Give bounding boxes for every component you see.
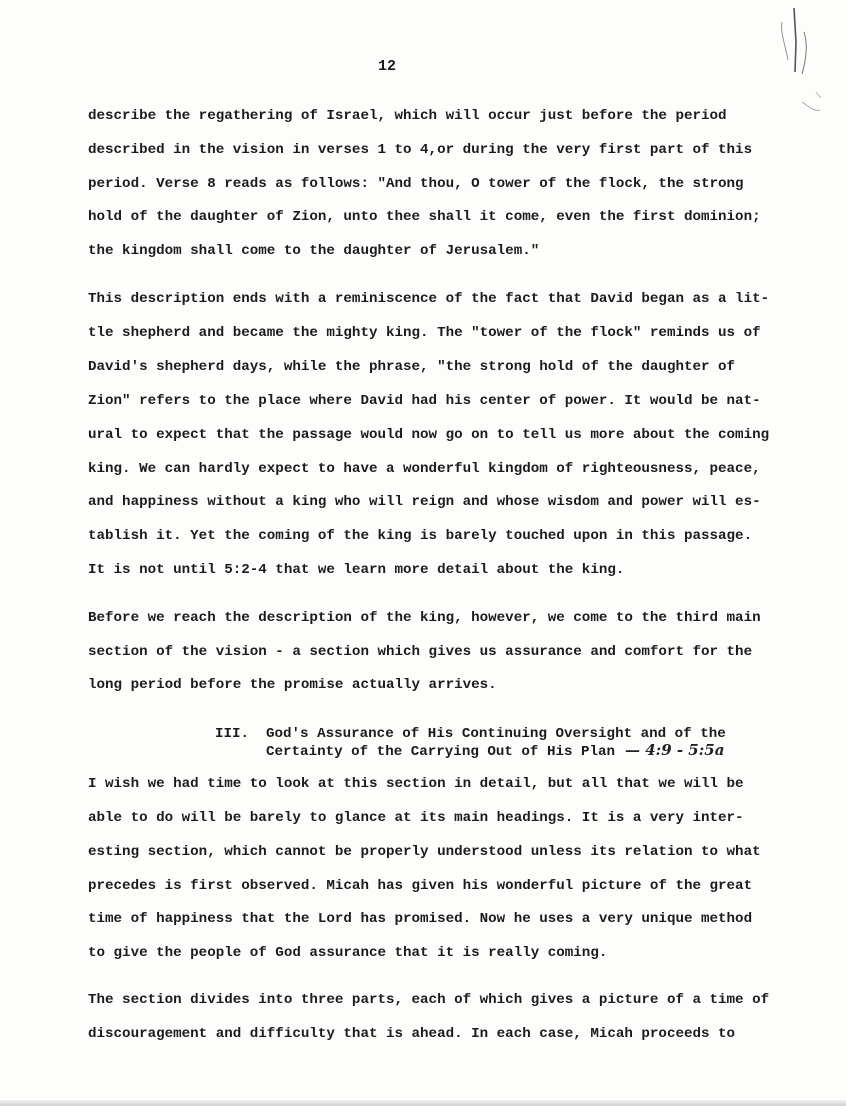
handwritten-verse-reference: — 4:9 - 5:5a bbox=[625, 741, 725, 759]
paragraph-4-line-6: to give the people of God assurance that it is really coming. bbox=[88, 945, 608, 961]
paragraph-3-line-1: Before we reach the description of the king, however, we come to the third main bbox=[88, 610, 761, 626]
paragraph-1-line-2: described in the vision in verses 1 to 4,or during the very first part of this bbox=[88, 142, 753, 158]
paragraph-3-line-2: section of the vision - a section which gives us assurance and comfort for the bbox=[88, 644, 753, 660]
paragraph-4-line-2: able to do will be barely to glance at its main headings. It is a very inter- bbox=[88, 810, 744, 826]
paragraph-4-line-4: precedes is first observed. Micah has given his wonderful picture of the great bbox=[88, 878, 753, 894]
paragraph-1-line-4: hold of the daughter of Zion, unto thee shall it come, even the first dominion; bbox=[88, 209, 761, 225]
margin-pencil-marks bbox=[742, 2, 832, 122]
page-number: 12 bbox=[378, 58, 397, 75]
paragraph-2-line-1: This description ends with a reminiscence of the fact that David began as a lit- bbox=[88, 291, 770, 307]
paragraph-5-line-2: discouragement and difficulty that is ahead. In each case, Micah proceeds to bbox=[88, 1026, 736, 1042]
section-heading-line-2: Certainty of the Carrying Out of His Plan bbox=[266, 744, 616, 760]
paragraph-1-line-5: the kingdom shall come to the daughter of Jerusalem." bbox=[88, 243, 540, 259]
paragraph-2-line-2: tle shepherd and became the mighty king. The "tower of the flock" reminds us of bbox=[88, 325, 761, 341]
paragraph-2-line-6: king. We can hardly expect to have a wonderful kingdom of righteousness, peace, bbox=[88, 461, 761, 477]
paragraph-4-line-1: I wish we had time to look at this section in detail, but all that we will be bbox=[88, 776, 744, 792]
scan-bottom-edge bbox=[0, 1100, 846, 1106]
paragraph-2-line-5: ural to expect that the passage would now go on to tell us more about the coming bbox=[88, 427, 770, 443]
paragraph-4-line-3: esting section, which cannot be properly understood unless its relation to what bbox=[88, 844, 761, 860]
section-heading-numeral: III. bbox=[215, 726, 250, 742]
paragraph-1-line-3: period. Verse 8 reads as follows: "And thou, O tower of the flock, the strong bbox=[88, 176, 744, 192]
paragraph-2-line-3: David's shepherd days, while the phrase, "the strong hold of the daughter of bbox=[88, 359, 736, 375]
paragraph-2-line-9: It is not until 5:2-4 that we learn more detail about the king. bbox=[88, 562, 625, 578]
paragraph-3-line-3: long period before the promise actually arrives. bbox=[88, 677, 497, 693]
paragraph-2-line-8: tablish it. Yet the coming of the king is barely touched upon in this passage. bbox=[88, 528, 753, 544]
paragraph-2-line-7: and happiness without a king who will reign and whose wisdom and power will es- bbox=[88, 494, 761, 510]
paragraph-2-line-4: Zion" refers to the place where David had his center of power. It would be nat- bbox=[88, 393, 761, 409]
paragraph-5-line-1: The section divides into three parts, each of which gives a picture of a time of bbox=[88, 992, 770, 1008]
section-heading-line-1: God's Assurance of His Continuing Oversight and of the bbox=[266, 726, 726, 742]
paragraph-1-line-1: describe the regathering of Israel, which will occur just before the period bbox=[88, 108, 727, 124]
paragraph-4-line-5: time of happiness that the Lord has promised. Now he uses a very unique method bbox=[88, 911, 753, 927]
